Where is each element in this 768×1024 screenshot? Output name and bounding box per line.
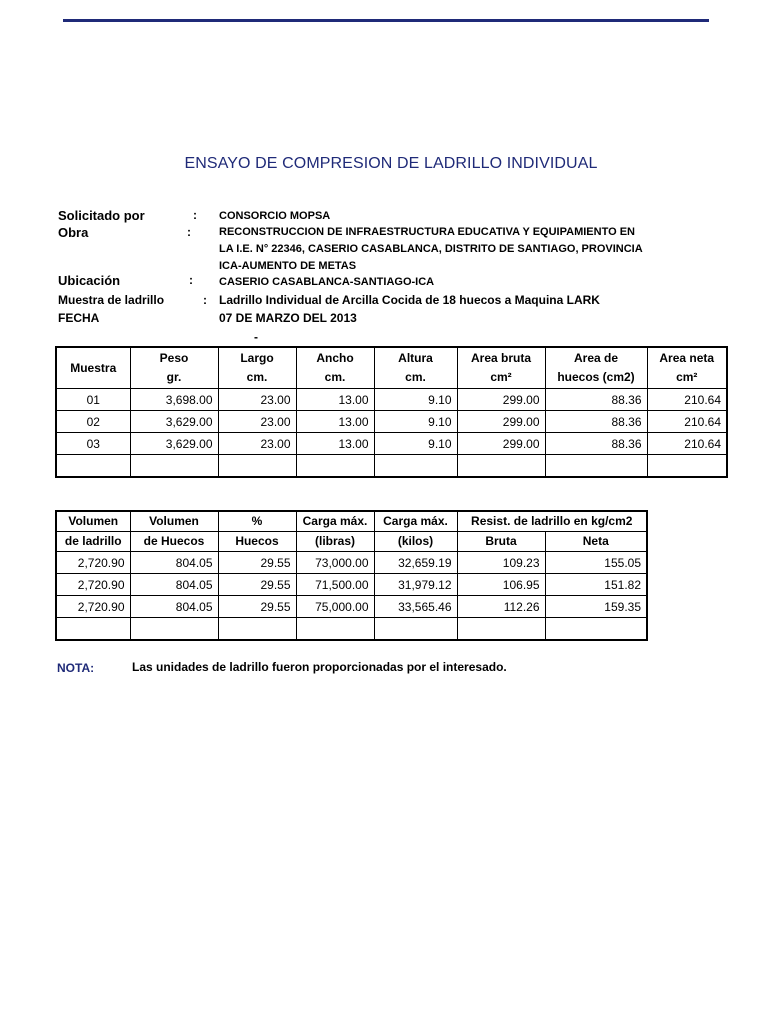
cell-largo: 23.00: [218, 411, 296, 433]
page-title: ENSAYO DE COMPRESION DE LADRILLO INDIVIDUAL: [184, 155, 598, 172]
table-row: [56, 389, 727, 411]
table-row: [56, 574, 647, 596]
header-area-bruta: Area bruta cm²: [457, 347, 545, 389]
cell-empty: [545, 618, 647, 641]
obra-colon: :: [187, 225, 191, 239]
cell-porcentaje: 29.55: [218, 552, 296, 574]
nota-text: Las unidades de ladrillo fueron proporcionadas por el interesado.: [132, 660, 507, 674]
table-row-empty: [56, 455, 727, 478]
header-carga-libras: Carga máx.: [296, 511, 374, 532]
cell-volumen-huecos: 804.05: [130, 596, 218, 618]
cell-altura: 9.10: [374, 411, 457, 433]
cell-carga-kilos: 32,659.19: [374, 552, 457, 574]
fecha-value: 07 DE MARZO DEL 2013: [219, 311, 357, 325]
solicitado-colon: :: [193, 208, 197, 222]
cell-peso: 3,629.00: [130, 433, 218, 455]
cell-empty: [374, 455, 457, 478]
cell-empty: [647, 455, 727, 478]
cell-carga-libras: 73,000.00: [296, 552, 374, 574]
header-volumen-ladrillo: Volumen: [56, 511, 130, 532]
muestra-colon: :: [203, 293, 207, 307]
cell-area-neta: 210.64: [647, 433, 727, 455]
cell-empty: [374, 618, 457, 641]
cell-empty: [218, 618, 296, 641]
cell-empty: [56, 618, 130, 641]
cell-bruta: 106.95: [457, 574, 545, 596]
obra-line-3: ICA-AUMENTO DE METAS: [219, 260, 357, 272]
cell-area-bruta: 299.00: [457, 389, 545, 411]
header-area-neta: Area neta cm²: [647, 347, 727, 389]
muestra-value: Ladrillo Individual de Arcilla Cocida de 18 huecos a Maquina LARK: [219, 293, 600, 307]
cell-carga-kilos: 31,979.12: [374, 574, 457, 596]
header-de-huecos: de Huecos: [130, 532, 218, 552]
header-libras: (libras): [296, 532, 374, 552]
cell-porcentaje: 29.55: [218, 596, 296, 618]
cell-empty: [457, 455, 545, 478]
ubicacion-label: Ubicación: [58, 273, 121, 288]
header-peso: Peso gr.: [130, 347, 218, 389]
header-row-top: [56, 511, 647, 532]
ubicacion-colon: :: [189, 273, 193, 287]
cell-bruta: 112.26: [457, 596, 545, 618]
cell-ancho: 13.00: [296, 411, 374, 433]
header-carga-kilos: Carga máx.: [374, 511, 457, 532]
cell-area-huecos: 88.36: [545, 389, 647, 411]
cell-volumen-huecos: 804.05: [130, 552, 218, 574]
cell-largo: 23.00: [218, 433, 296, 455]
cell-altura: 9.10: [374, 433, 457, 455]
header-row-bottom: [56, 532, 647, 552]
cell-peso: 3,629.00: [130, 411, 218, 433]
table-row: [56, 411, 727, 433]
cell-empty: [218, 455, 296, 478]
top-rule: [63, 19, 709, 22]
obra-label: Obra: [58, 225, 89, 240]
cell-area-huecos: 88.36: [545, 411, 647, 433]
cell-empty: [130, 455, 218, 478]
cell-largo: 23.00: [218, 389, 296, 411]
cell-altura: 9.10: [374, 389, 457, 411]
solicitado-value: CONSORCIO MOPSA: [219, 210, 331, 222]
resistance-table: [55, 510, 648, 641]
ubicacion-value: CASERIO CASABLANCA-SANTIAGO-ICA: [219, 276, 435, 288]
fecha-label: FECHA: [58, 311, 100, 325]
table-row: [56, 552, 647, 574]
cell-volumen-ladrillo: 2,720.90: [56, 552, 130, 574]
cell-bruta: 109.23: [457, 552, 545, 574]
header-muestra: Muestra: [56, 347, 130, 389]
cell-empty: [130, 618, 218, 641]
cell-ancho: 13.00: [296, 389, 374, 411]
dimensions-table: [55, 346, 728, 478]
header-kilos: (kilos): [374, 532, 457, 552]
header-largo: Largo cm.: [218, 347, 296, 389]
header-row: [56, 347, 727, 389]
header-de-ladrillo: de ladrillo: [56, 532, 130, 552]
cell-empty: [56, 455, 130, 478]
obra-line-2: LA I.E. N° 22346, CASERIO CASABLANCA, DISTRITO DE SANTIAGO, PROVINCIA: [219, 243, 643, 255]
cell-neta: 151.82: [545, 574, 647, 596]
cell-empty: [457, 618, 545, 641]
header-volumen-huecos: Volumen: [130, 511, 218, 532]
cell-empty: [545, 455, 647, 478]
header-huecos: Huecos: [218, 532, 296, 552]
cell-peso: 3,698.00: [130, 389, 218, 411]
cell-empty: [296, 618, 374, 641]
cell-muestra: 02: [56, 411, 130, 433]
header-altura: Altura cm.: [374, 347, 457, 389]
cell-carga-libras: 75,000.00: [296, 596, 374, 618]
table-row: [56, 596, 647, 618]
header-bruta: Bruta: [457, 532, 545, 552]
cell-carga-libras: 71,500.00: [296, 574, 374, 596]
cell-area-huecos: 88.36: [545, 433, 647, 455]
cell-muestra: 01: [56, 389, 130, 411]
cell-neta: 155.05: [545, 552, 647, 574]
header-porcentaje: %: [218, 511, 296, 532]
header-area-huecos: Area de huecos (cm2): [545, 347, 647, 389]
cell-porcentaje: 29.55: [218, 574, 296, 596]
cell-area-neta: 210.64: [647, 389, 727, 411]
solicitado-label: Solicitado por: [58, 208, 145, 223]
cell-volumen-ladrillo: 2,720.90: [56, 574, 130, 596]
cell-muestra: 03: [56, 433, 130, 455]
cell-area-bruta: 299.00: [457, 411, 545, 433]
cell-ancho: 13.00: [296, 433, 374, 455]
header-ancho: Ancho cm.: [296, 347, 374, 389]
cell-volumen-ladrillo: 2,720.90: [56, 596, 130, 618]
cell-carga-kilos: 33,565.46: [374, 596, 457, 618]
muestra-label: Muestra de ladrillo: [58, 293, 165, 307]
table-row: [56, 433, 727, 455]
header-neta: Neta: [545, 532, 647, 552]
header-resistencia: Resist. de ladrillo en kg/cm2: [457, 511, 647, 532]
table-row-empty: [56, 618, 647, 641]
cell-neta: 159.35: [545, 596, 647, 618]
cell-area-neta: 210.64: [647, 411, 727, 433]
cell-volumen-huecos: 804.05: [130, 574, 218, 596]
dash-mark: -: [254, 330, 258, 344]
nota-label: NOTA:: [57, 661, 95, 675]
obra-line-1: RECONSTRUCCION DE INFRAESTRUCTURA EDUCATIVA Y EQUIPAMIENTO EN: [219, 226, 635, 238]
cell-empty: [296, 455, 374, 478]
cell-area-bruta: 299.00: [457, 433, 545, 455]
